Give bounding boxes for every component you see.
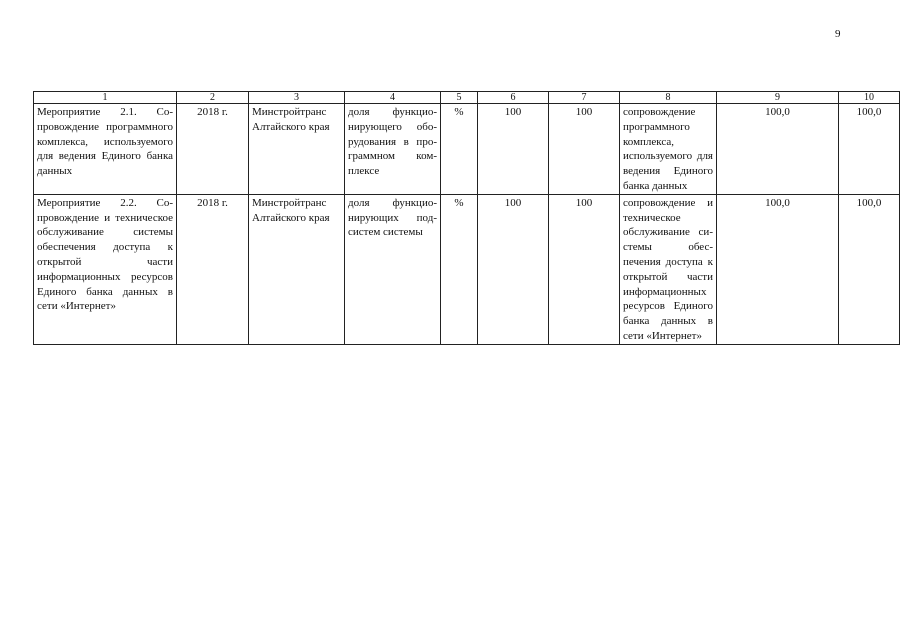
percent-cell-9: 100,0 [717, 194, 839, 344]
measure-name-cell: Мероприятие 2.2. Сопровождение и техническое обслуживание системы обеспечения доступа к открытой части информационных ресурсов Единого банка данных в сети «Интернет» [34, 194, 177, 344]
result-description-cell: сопровождение и техническое обслуживание системы обеспечения доступа к открытой части информационных ресурсов Единого банка данных в сети «Интернет» [620, 194, 717, 344]
table-row [34, 104, 900, 195]
percent-cell-10: 100,0 [839, 194, 900, 344]
column-header-4: 4 [345, 92, 441, 104]
column-header-5: 5 [441, 92, 478, 104]
executor-cell: Минстройтранс Алтайского края [249, 194, 345, 344]
measure-name-cell: Мероприятие 2.1. Сопровождение программного комплекса, используемого для ведения Единого банка данных [34, 104, 177, 195]
page-number: 9 [835, 28, 841, 40]
year-cell: 2018 г. [177, 104, 249, 195]
result-description-cell: сопровождение программного комплекса, используемого для ведения Единого банка данных [620, 104, 717, 195]
unit-cell: % [441, 104, 478, 195]
executor-cell: Минстройтранс Алтайского края [249, 104, 345, 195]
percent-cell-10: 100,0 [839, 104, 900, 195]
column-header-6: 6 [478, 92, 549, 104]
column-header-9: 9 [717, 92, 839, 104]
column-header-1: 1 [34, 92, 177, 104]
indicator-cell: доля функционирующих подсистем системы [345, 194, 441, 344]
table-row [34, 194, 900, 344]
unit-cell: % [441, 194, 478, 344]
header-row [34, 92, 900, 104]
indicator-cell: доля функционирующего оборудования в программном комплексе [345, 104, 441, 195]
plan-value-cell: 100 [478, 194, 549, 344]
fact-value-cell: 100 [549, 194, 620, 344]
column-header-2: 2 [177, 92, 249, 104]
column-header-7: 7 [549, 92, 620, 104]
year-cell: 2018 г. [177, 194, 249, 344]
column-header-3: 3 [249, 92, 345, 104]
column-header-10: 10 [839, 92, 900, 104]
fact-value-cell: 100 [549, 104, 620, 195]
measures-table [33, 91, 900, 345]
plan-value-cell: 100 [478, 104, 549, 195]
percent-cell-9: 100,0 [717, 104, 839, 195]
column-header-8: 8 [620, 92, 717, 104]
